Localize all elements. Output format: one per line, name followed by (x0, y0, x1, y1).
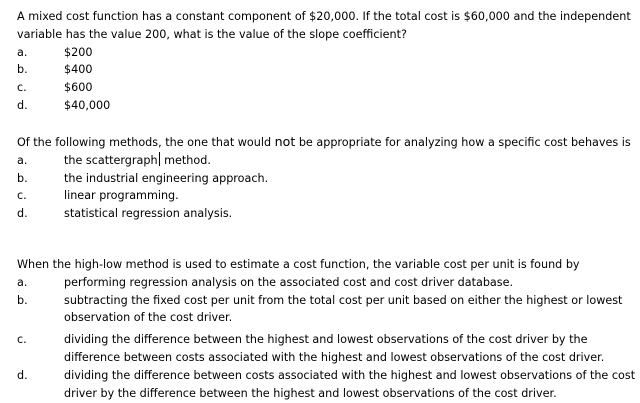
option-text: performing regression analysis on the associated cost and cost driver database. (64, 275, 514, 289)
option-letter: a. (17, 275, 28, 289)
option-letter: d. (17, 98, 28, 112)
stem-emphasis: not (274, 134, 296, 149)
option-text: $40,000 (64, 98, 111, 112)
question-2 (17, 133, 637, 223)
option-text: statistical regression analysis. (64, 207, 233, 221)
question-1-option-c[interactable] (17, 79, 637, 97)
option-letter: b. (17, 171, 28, 185)
question-2-option-d[interactable] (17, 205, 637, 223)
question-1-option-d[interactable] (17, 97, 637, 115)
option-text: linear programming. (64, 189, 179, 203)
stem-part: be appropriate for analyzing how a specific cost behaves is (295, 136, 631, 149)
question-2-option-c[interactable] (17, 187, 637, 205)
option-text-part: the scattergraph (64, 153, 158, 167)
question-3-option-a[interactable] (17, 274, 637, 292)
question-3 (17, 256, 637, 402)
stem-part: Of the following methods, the one that would (17, 136, 275, 149)
option-letter: c. (17, 81, 27, 95)
option-letter: a. (17, 45, 28, 59)
question-1-stem: A mixed cost function has a constant component of $20,000. If the total cost is $60,000 and the independent variable has the value 200, what is the value of the slope coefficient? (17, 10, 631, 41)
option-text: dividing the difference between costs associated with the highest and lowest observations of the cost driver by the difference between the highest and lowest observations of the cost driver. (64, 368, 636, 400)
option-letter: d. (17, 368, 28, 382)
question-2-option-b[interactable] (17, 170, 637, 188)
option-text: $600 (64, 81, 93, 95)
option-letter: b. (17, 293, 28, 307)
question-1 (17, 8, 637, 115)
option-text: $200 (64, 45, 93, 59)
option-letter: d. (17, 207, 28, 221)
question-3-stem: When the high-low method is used to estimate a cost function, the variable cost per unit is found by (17, 258, 580, 271)
option-letter: a. (17, 153, 28, 167)
question-1-option-a[interactable] (17, 44, 637, 62)
question-3-option-d[interactable] (17, 367, 637, 403)
option-text: dividing the difference between the highest and lowest observations of the cost driver by the difference between costs associated with the highest and lowest observations of the cost driver. (64, 333, 605, 364)
option-text (64, 152, 637, 170)
question-1-option-b[interactable] (17, 61, 637, 79)
option-text: $400 (64, 63, 93, 77)
option-letter: c. (17, 189, 27, 203)
question-2-option-a[interactable] (17, 152, 637, 170)
option-text-part: method. (160, 153, 211, 167)
option-text: subtracting the fixed cost per unit from the total cost per unit based on either the highest or lowest observation of the cost driver. (64, 293, 623, 325)
question-3-option-b[interactable] (17, 292, 637, 328)
option-text: the industrial engineering approach. (64, 171, 269, 185)
option-letter: b. (17, 63, 28, 77)
question-3-option-c[interactable] (17, 331, 637, 367)
question-2-stem (17, 133, 637, 152)
option-letter: c. (17, 333, 27, 347)
text-cursor (159, 152, 160, 166)
